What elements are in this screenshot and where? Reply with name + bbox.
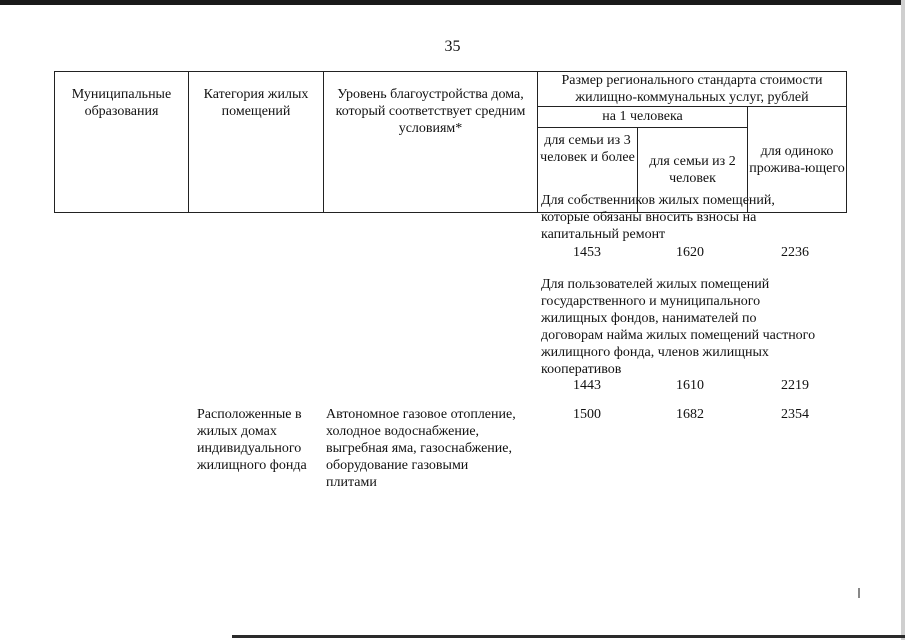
- section-owners-family2: 1620: [676, 245, 704, 260]
- header-standard-size: Размер регионального стандарта стоимости жилищно-коммунальных услуг, рублей: [538, 72, 847, 107]
- section-users-family3: 1443: [573, 378, 601, 393]
- section-users-single: 2219: [781, 378, 809, 393]
- header-family3: для семьи из 3 человек и более: [538, 128, 638, 213]
- section-owners-single: 2236: [781, 245, 809, 260]
- section-owners-title: Для собственников жилых помещений, которые обязаны вносить взносы на капитальный ремонт: [541, 193, 775, 242]
- row-category: Расположенные в жилых домах индивидуального жилищного фонда: [197, 407, 307, 473]
- row-single: 2354: [781, 407, 809, 422]
- row-family2: 1682: [676, 407, 704, 422]
- section-users-title: Для пользователей жилых помещений государственного и муниципального жилищных фондов, нанимателей по договорам найма жилых помещений частного жилищного фонда, членов жилищных кооперативов: [541, 277, 816, 377]
- section-users-family2: 1610: [676, 378, 704, 393]
- row-level: Автономное газовое отопление, холодное водоснабжение, выгребная яма, газоснабжение, оборудование газовыми плитами: [326, 407, 516, 490]
- header-family2: для семьи из 2 человек: [638, 128, 748, 213]
- header-municipal: Муниципальные образования: [55, 72, 189, 213]
- section-owners-family3: 1453: [573, 245, 601, 260]
- header-category: Категория жилых помещений: [189, 72, 324, 213]
- row-family3: 1500: [573, 407, 601, 422]
- header-single: для одиноко прожива-ющего: [748, 107, 847, 213]
- page-number: 35: [444, 38, 461, 55]
- header-level: Уровень благоустройства дома, который соответствует средним условиям*: [324, 72, 538, 213]
- header-per-person: на 1 человека: [538, 107, 748, 128]
